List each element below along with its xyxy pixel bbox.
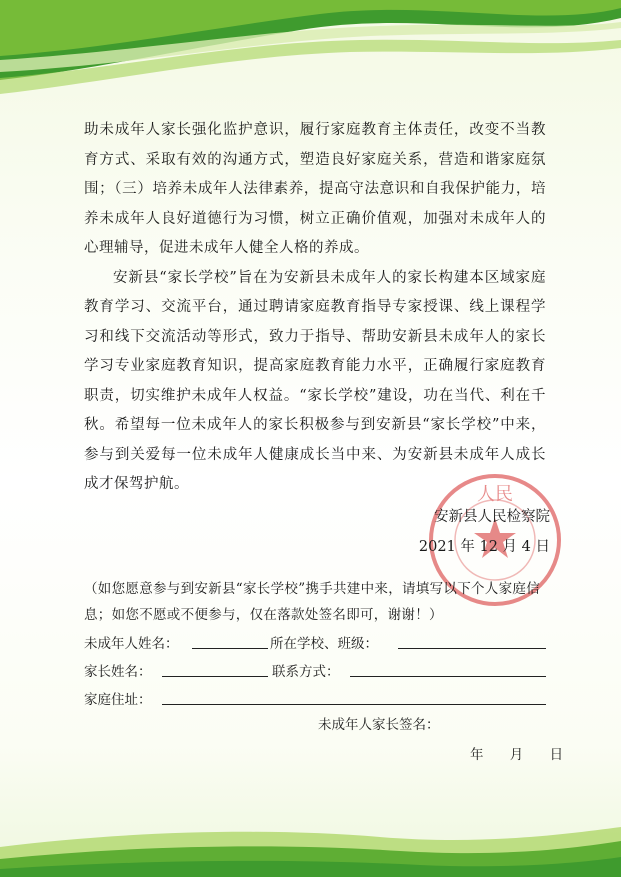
parent-name-label: 家长姓名：: [84, 664, 152, 680]
school-class-label: 所在学校、班级：: [270, 636, 378, 652]
minor-name-field[interactable]: [192, 628, 268, 649]
letter-body: [84, 116, 546, 500]
letter-paragraph-1: 助未成年人家长强化监护意识，履行家庭教育主体责任，改变不当教育方式、采取有效的沟通方式，塑造良好家庭关系，营造和谐家庭氛围；（三）培养未成年人法律素养，提高守法意识和自我保护能力，培养未成年人良好道德行为习惯，树立正确价值观，加强对未成年人的心理辅导，促进未成年人健全人格的养成。: [84, 122, 546, 256]
form-row-parent: [84, 656, 554, 682]
bottom-green-wave-decoration: [0, 817, 621, 877]
signature-date: 2021 年 12 月 4 日: [418, 538, 550, 555]
signature-date-blank: 年 月 日: [470, 747, 575, 763]
signature-organization: 安新县人民检察院: [434, 509, 550, 525]
letter-paragraph-2: 安新县“家长学校”旨在为安新县未成年人的家长构建本区域家庭教育学习、交流平台，通过聘请家庭教育指导专家授课、线上课程学习和线下交流活动等形式，致力于指导、帮助安新县未成年人的家长学习专业家庭教育知识，提高家庭教育能力水平，正确履行家庭教育职责，切实维护未成年人权益。“家长学校”建设，功在当代、利在千秋。希望每一位未成年人的家长积极参与到安新县“家长学校”中来，参与到关爱每一位未成年人健康成长当中来、为安新县未成年人成长成才保驾护航。: [84, 269, 546, 492]
form-row-minor: [84, 628, 554, 654]
parent-name-field[interactable]: [162, 656, 268, 677]
form-row-address: [84, 684, 554, 710]
minor-name-label: 未成年人姓名：: [84, 636, 179, 652]
address-label: 家庭住址：: [84, 692, 152, 708]
signature-block: [400, 503, 550, 562]
school-class-field[interactable]: [398, 628, 546, 649]
form-instruction-note: （如您愿意参与到安新县“家长学校”携手共建中来，请填写以下个人家庭信息；如您不愿或不便参与，仅在落款处签名即可，谢谢！）: [84, 581, 541, 623]
contact-label: 联系方式：: [272, 664, 340, 680]
parent-signature-label: 未成年人家长签名：: [318, 717, 440, 733]
svg-text:人民: 人民: [477, 484, 513, 505]
address-field[interactable]: [162, 684, 546, 705]
contact-field[interactable]: [350, 656, 546, 677]
top-green-wave-decoration: [0, 0, 621, 110]
